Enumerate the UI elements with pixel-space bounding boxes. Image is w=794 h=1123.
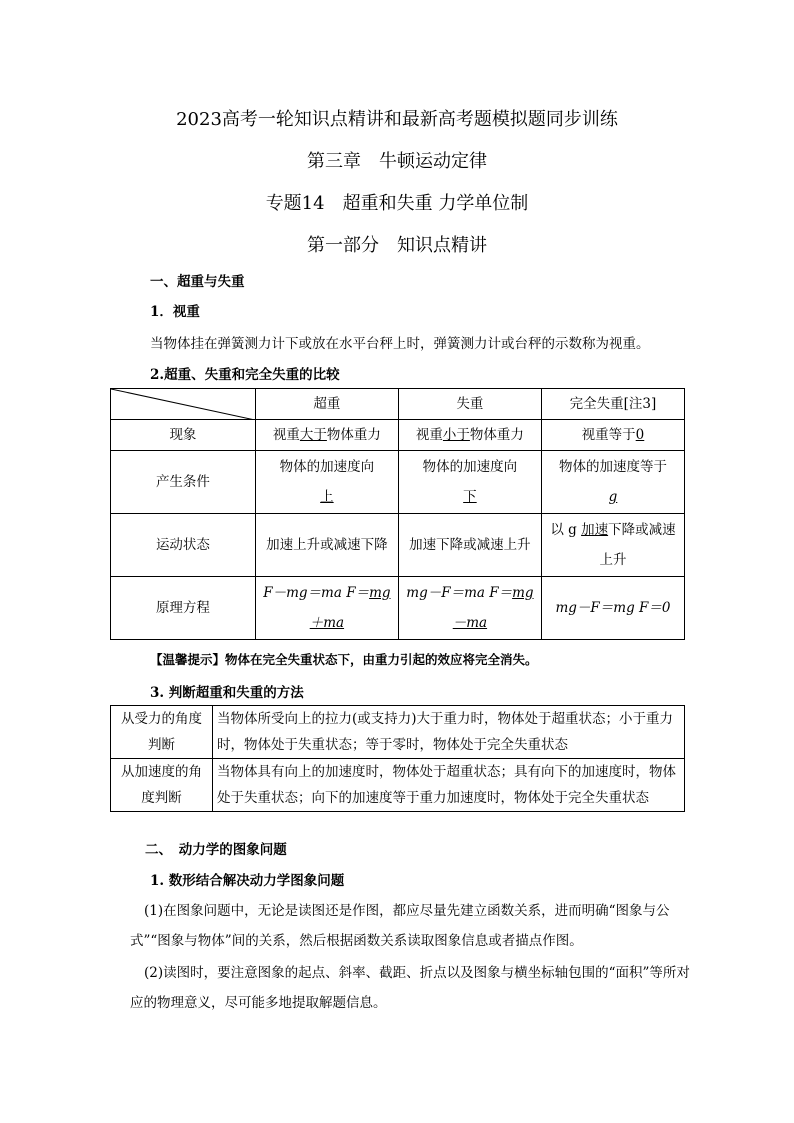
method-text: 当物体所受向上的拉力(或支持力)大于重力时，物体处于超重状态；小于重力时，物体处于失重状态；等于零时，物体处于完全失重状态 xyxy=(213,706,685,759)
row-label: 现象 xyxy=(111,420,256,451)
table-cell: mg－F＝ma F＝mg－ma xyxy=(398,577,541,640)
table-cell: 视重小于物体重力 xyxy=(398,420,541,451)
tip-note: 【温馨提示】物体在完全失重状态下，由重力引起的效应将完全消失。 xyxy=(150,652,538,667)
row-label: 产生条件 xyxy=(111,451,256,514)
comparison-table xyxy=(110,388,685,640)
column-header: 超重 xyxy=(255,389,398,420)
table-cell: 视重大于物体重力 xyxy=(255,420,398,451)
table-cell: mg－F＝mg F＝0 xyxy=(541,577,684,640)
paragraph: (2)读图时，要注意图象的起点、斜率、截距、折点以及图象与横坐标轴包围的“面积”等所对应的物理意义，尽可能多地提取解题信息。 xyxy=(130,965,690,1011)
row-label: 原理方程 xyxy=(111,577,256,640)
table-cell: 加速上升或减速下降 xyxy=(255,514,398,577)
column-header: 完全失重[注3] xyxy=(541,389,684,420)
document-title: 2023高考一轮知识点精讲和最新高考题模拟题同步训练 xyxy=(176,109,618,130)
header-corner-cell xyxy=(111,389,256,420)
section2-heading: 二、 动力学的图象问题 xyxy=(145,842,287,858)
diagonal-line xyxy=(111,389,255,420)
section2-sub1-heading: 1. 数形结合解决动力学图象问题 xyxy=(150,873,345,889)
table-cell: 加速下降或减速上升 xyxy=(398,514,541,577)
part-title: 第一部分 知识点精讲 xyxy=(307,235,487,256)
chapter-title: 第三章 牛顿运动定律 xyxy=(307,151,487,172)
method-label: 从受力的角度判断 xyxy=(111,706,213,759)
method-label: 从加速度的角度判断 xyxy=(111,759,213,812)
table-cell: 物体的加速度向 上 xyxy=(255,451,398,514)
table-cell: 物体的加速度等于 g xyxy=(541,451,684,514)
section1-heading: 一、超重与失重 xyxy=(150,274,245,290)
sub1-text: 当物体挂在弹簧测力计下或放在水平台秤上时，弹簧测力计或台秤的示数称为视重。 xyxy=(150,336,650,352)
method-text: 当物体具有向上的加速度时，物体处于超重状态；具有向下的加速度时，物体处于失重状态；向下的加速度等于重力加速度时，物体处于完全失重状态 xyxy=(213,759,685,812)
table-cell: 物体的加速度向 下 xyxy=(398,451,541,514)
sub2-heading: 2.超重、失重和完全失重的比较 xyxy=(150,367,340,383)
table-cell: F－mg＝ma F＝mg＋ma xyxy=(255,577,398,640)
topic-title: 专题14 超重和失重 力学单位制 xyxy=(265,193,529,214)
paragraph: (1)在图象问题中，无论是读图还是作图，都应尽量先建立函数关系，进而明确“图象与公式”“图象与物体”间的关系，然后根据函数关系读取图象信息或者描点作图。 xyxy=(130,903,670,949)
row-label: 运动状态 xyxy=(111,514,256,577)
table-cell: 以 g 加速下降或减速上升 xyxy=(541,514,684,577)
method-table xyxy=(110,705,685,812)
sub1-heading: 1．视重 xyxy=(150,304,200,320)
sub3-heading: 3. 判断超重和失重的方法 xyxy=(150,685,304,701)
table-cell: 视重等于0 xyxy=(541,420,684,451)
column-header: 失重 xyxy=(398,389,541,420)
